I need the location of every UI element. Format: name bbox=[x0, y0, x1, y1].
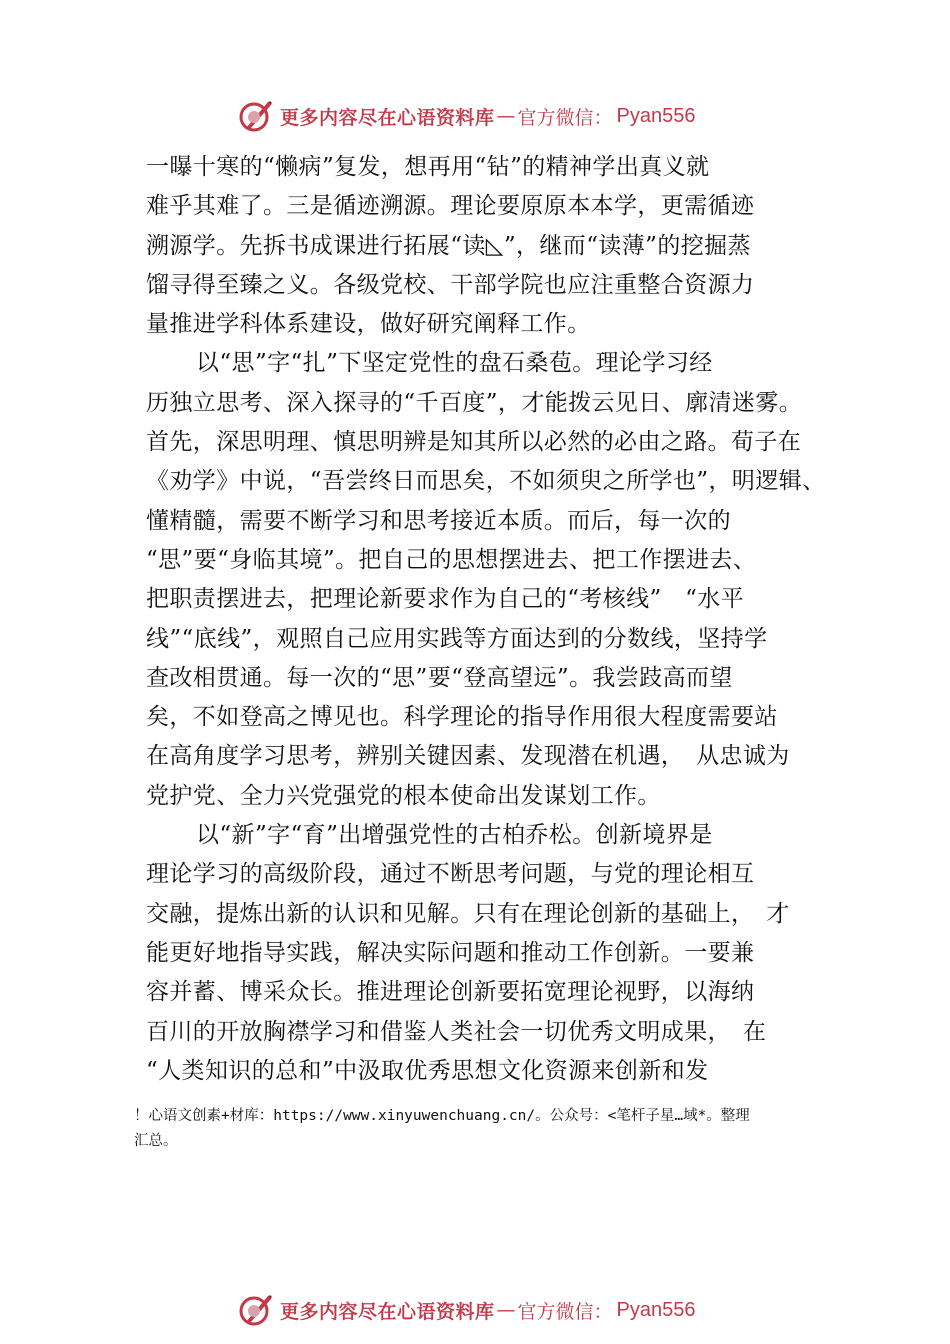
footnote bbox=[134, 1104, 834, 1154]
text-line: 百川的开放胸襟学习和借鉴人类社会一切优秀文明成果， 在 bbox=[146, 1018, 767, 1045]
text-line: 交融，提炼出新的认识和见解。只有在理论创新的基础上， 才 bbox=[146, 900, 790, 927]
text-line: 难乎其难了。三是循迹溯源。理论要原原本本学，更需循迹 bbox=[146, 193, 755, 220]
text-line: 溯源学。先拆书成课进行拓展“读◺”，继而“读薄”的挖掘蒸 bbox=[146, 232, 751, 259]
text-line: 量推进学科体系建设，做好研究阐释工作。 bbox=[146, 311, 591, 338]
footnote-line: 汇总。 bbox=[134, 1133, 178, 1149]
brand-text: 更多内容尽在心语资料库 bbox=[280, 106, 495, 129]
wechat-id: Pyan556 bbox=[616, 1298, 696, 1321]
wechat-label: 官方微信： bbox=[517, 1300, 613, 1323]
paragraph-start-line: 以“思”字“扎”下坚定党性的盘石桑苞。理论学习经 bbox=[196, 350, 713, 377]
text-line: 一曝十寒的“懒病”复发，想再用“钻”的精神学出真义就 bbox=[146, 154, 710, 180]
brand-text: 更多内容尽在心语资料库 bbox=[280, 1300, 495, 1323]
text-line: 懂精髓，需要不断学习和思考接近本质。而后，每一次的 bbox=[146, 507, 731, 534]
document-body bbox=[146, 148, 836, 1091]
separator-dash: — bbox=[496, 105, 516, 127]
text-line: 《劝学》中说，“吾尝终日而思矣，不如须臾之所学也”，明逻辑、 bbox=[146, 468, 826, 495]
text-line: 理论学习的高级阶段，通过不断思考问题，与党的理论相互 bbox=[146, 861, 755, 888]
text-line: 党护党、全力兴党强党的根本使命出发谋划工作。 bbox=[146, 782, 661, 809]
text-line: 馏寻得至臻之义。各级党校、干部学院也应注重整合资源力 bbox=[146, 271, 755, 298]
quill-logo-icon bbox=[238, 98, 274, 134]
text-line: 容并蓄、博采众长。推进理论创新要拓宽理论视野，以海纳 bbox=[146, 979, 755, 1006]
header-watermark bbox=[238, 96, 798, 136]
text-line: 线”“底线”，观照自己应用实践等方面达到的分数线，坚持学 bbox=[146, 625, 768, 652]
footer-watermark bbox=[238, 1290, 798, 1330]
text-line: 历独立思考、深入探寻的“千百度”，才能拨云见日、廓清迷雾。 bbox=[146, 389, 803, 416]
wechat-id: Pyan556 bbox=[616, 104, 696, 127]
text-line: 在高角度学习思考，辨别关键因素、发现潜在机遇， 从忠诚为 bbox=[146, 743, 790, 770]
text-line: “人类知识的总和”中汲取优秀思想文化资源来创新和发 bbox=[146, 1057, 709, 1084]
text-line: 首先，深思明理、慎思明辨是知其所以必然的必由之路。荀子在 bbox=[146, 429, 802, 456]
text-line: 矣，不如登高之博见也。科学理论的指导作用很大程度需要站 bbox=[146, 704, 778, 731]
text-line: 能更好地指导实践，解决实际问题和推动工作创新。一要兼 bbox=[146, 939, 755, 966]
quill-logo-icon bbox=[238, 1292, 274, 1328]
separator-dash: — bbox=[496, 1299, 516, 1321]
text-line: 把职责摆进去，把理论新要求作为自己的“考核线” “水平 bbox=[146, 586, 745, 613]
text-line: “思”要“身临其境”。把自己的思想摆进去、把工作摆进去、 bbox=[146, 546, 757, 573]
wechat-label: 官方微信： bbox=[517, 106, 613, 129]
paragraph-start-line: 以“新”字“育”出增强党性的古柏乔松。创新境界是 bbox=[196, 822, 713, 849]
text-line: 查改相贯通。每一次的“思”要“登高望远”。我尝跂高而望 bbox=[146, 664, 733, 691]
footnote-line: ！心语文创素+材库：https://www.xinyuwenchuang.cn/。公众号：<笔杆子星…域*。整理 bbox=[134, 1108, 750, 1124]
